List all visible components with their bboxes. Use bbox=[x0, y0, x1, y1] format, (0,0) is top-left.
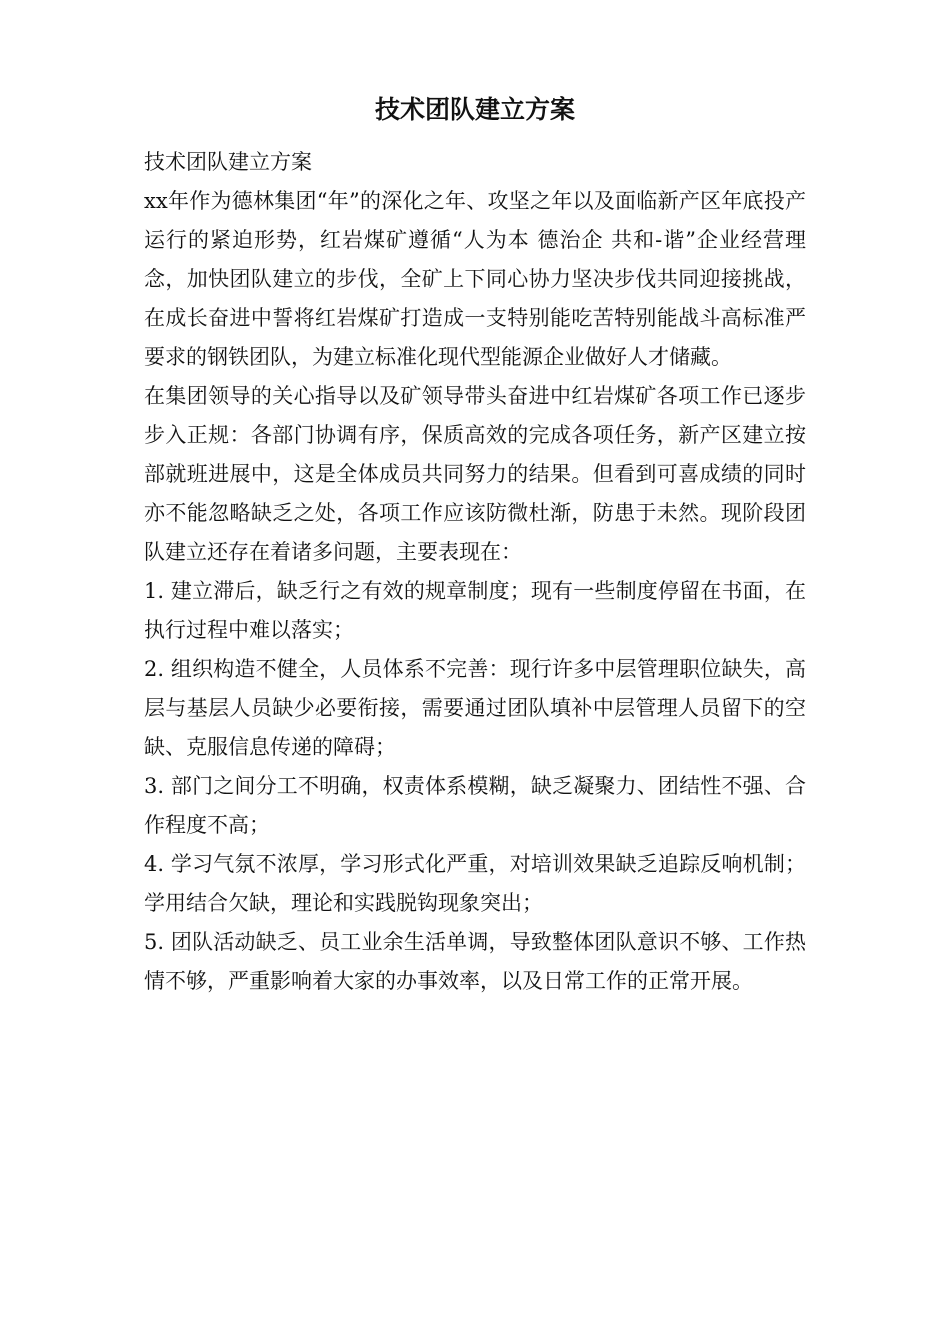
document-title: 技术团队建立方案 bbox=[374, 95, 575, 124]
intro-paragraph: xx年作为德林集团“年”的深化之年、攻坚之年以及面临新产区年底投产运行的紧迫形势，红岩煤矿遵循“人为本 德治企 共和-谐”企业经营理念，加快团队建立的步伐，全矿上下同心协力坚决步伐共同迎接挑战，在成长奋进中誓将红岩煤矿打造成一支特别能吃苦特别能战斗高标准严要求的钢铁团队，为建立标准化现代型能源企业做好人才储藏。 bbox=[144, 189, 806, 369]
issue-item-5: 5. 团队活动缺乏、员工业余生活单调，导致整体团队意识不够、工作热情不够，严重影响着大家的办事效率，以及日常工作的正常开展。 bbox=[144, 930, 806, 993]
issue-item-2: 2. 组织构造不健全，人员体系不完善：现行许多中层管理职位缺失，高层与基层人员缺少必要衔接，需要通过团队填补中层管理人员留下的空缺、克服信息传递的障碍； bbox=[144, 657, 806, 759]
issue-item-4: 4. 学习气氛不浓厚，学习形式化严重，对培训效果缺乏追踪反响机制；学用结合欠缺，理论和实践脱钩现象突出； bbox=[144, 852, 806, 915]
issue-item-3: 3. 部门之间分工不明确，权责体系模糊，缺乏凝聚力、团结性不强、合作程度不高； bbox=[144, 774, 806, 837]
document-body bbox=[144, 143, 806, 1001]
status-paragraph: 在集团领导的关心指导以及矿领导带头奋进中红岩煤矿各项工作已逐步步入正规：各部门协调有序，保质高效的完成各项任务，新产区建立按部就班进展中，这是全体成员共同努力的结果。但看到可喜成绩的同时亦不能忽略缺乏之处，各项工作应该防微杜渐，防患于未然。现阶段团队建立还存在着诸多问题，主要表现在： bbox=[144, 384, 806, 564]
subtitle-paragraph: 技术团队建立方案 bbox=[144, 150, 312, 174]
issue-item-1: 1. 建立滞后，缺乏行之有效的规章制度；现有一些制度停留在书面，在执行过程中难以落实； bbox=[144, 579, 806, 642]
